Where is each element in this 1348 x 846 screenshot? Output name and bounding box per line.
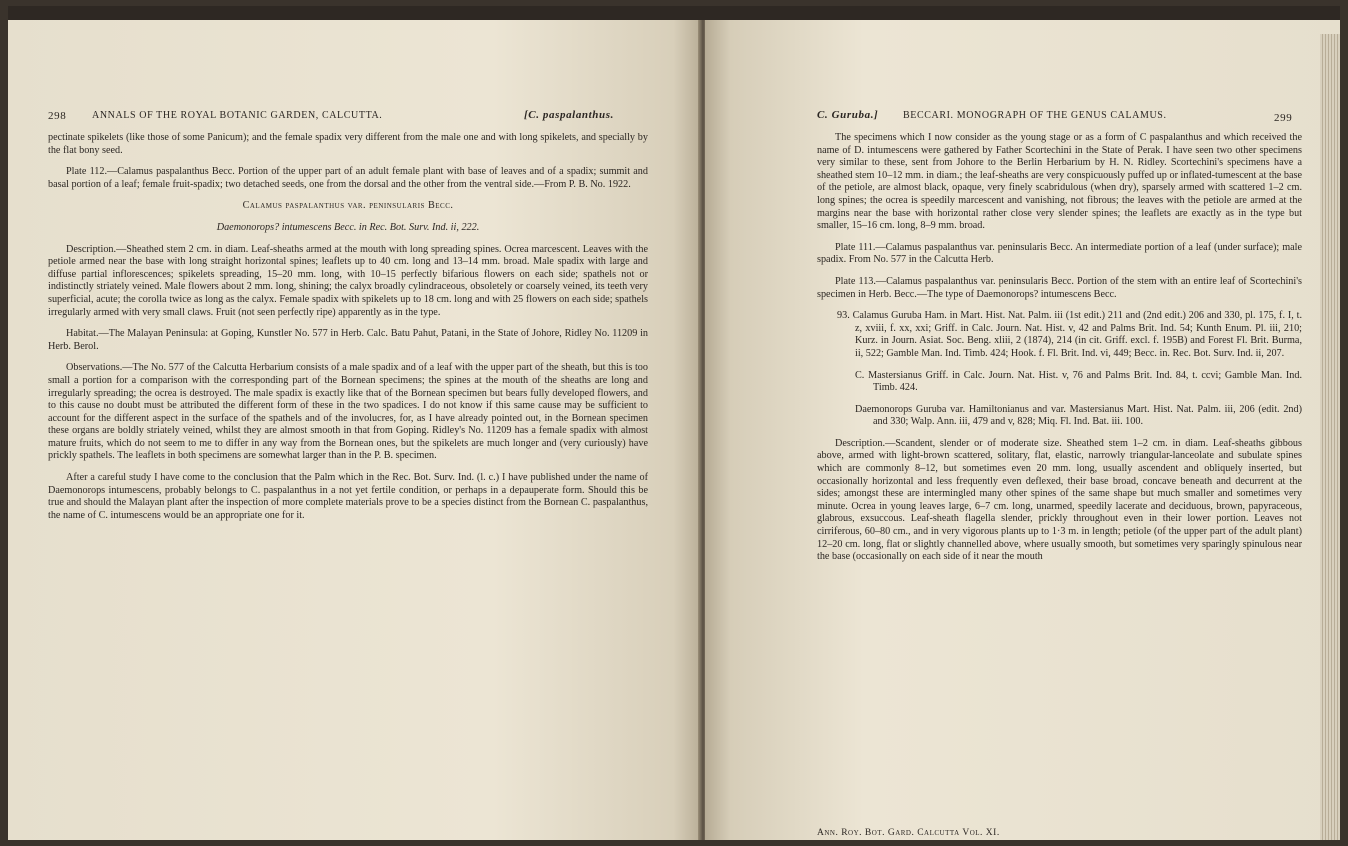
observations-paragraph: Observations.—The No. 577 of the Calcutta Herbarium consists of a male spadix and of a leaf with the upper part of the sheath, but this is too small a portion for a comparison with the corresponding part of the Bornean specimens; the spines at the mouth of the sheaths are long and irregularly spreading; the ocrea is destroyed. The male spadix is exactly like that of the Bornean specimen but bears fully developed flowers, and to this cause no doubt must be attributed the different form of these in the two spadices. I do not know if this same cause may be sufficient to account for the different aspect in the surface of the spathels and of the involucres, for, as I have already pointed out, in the Bornean specimen these organs are boldly striately veined, whilst they are almost smooth in that from Goping. Ridley's No. 11209 has a female spadix with almost mature fruits, which do not seem to me to differ in any way from the Bornean ones, but the spikelets are much longer and (very curiously) have prickly spathels. The leaflets in both specimens are somewhat larger than in the P. B. specimen. [48, 362, 648, 462]
description-paragraph: Description.—Scandent, slender or of moderate size. Sheathed stem 1–2 cm. in diam. Leaf-sheaths gibbous above, armed with light-brown scattered, solitary, flat, elastic, narrowly triangular-lanceolate and subulate spines which are commonly 8–12, but sometimes even 20 mm. long, usually ascendent and obliquely inserted, but occasionally horizontal and less frequently even deflexed, their base broad, concave beneath and decurrent at the sides; amongst these are intermingled many other spines of the same shape but much smaller and sometimes very minute. Ocrea in young leaves large, 6–7 cm. long, unarmed, speedily lacerate and deciduous, brown, papyraceous, glabrous, exsuccous. Leaf-sheath flagella slender, prickly throughout even in their lower portion. Leaves not cirriferous, 60–80 cm., and in very vigorous plants up to 1·3 m. in length; petiole (of the upper part of the adult plant) 12–20 cm. long, flat or slightly channelled above, where usually smooth, but sometimes very sparingly spinulous near the base (occasionally on each side of it near the mouth [817, 437, 1302, 563]
synonym-citation: Daemonorops? intumescens Becc. in Rec. Bot. Surv. Ind. ii, 222. [216, 221, 480, 233]
plate-caption: Plate 113.—Calamus paspalanthus var. peninsularis Becc. Portion of the stem with an entire leaf of Scortechini's specimen in Herb. Becc.—The type of Daemonorops? intumescens Becc. [817, 275, 1302, 300]
species-entry: 93. Calamus Guruba Ham. in Mart. Hist. Nat. Palm. iii (1st edit.) 211 and (2nd edit.) 206 and 330, pl. 175, f. I, t. z, xviii, f. xx, xxi; Griff. in Calc. Journ. Nat. Hist. v, 42 and Palms Brit. Ind. 54; Kunth Enum. Pl. iii, 210; Kurz. in Journ. Asiat. Soc. Beng. xliii, 2 (1874), 214 (in cit. Griff. excl. f. 195B) and Forest Fl. Brit. Burma, ii, 522; Gamble Man. Ind. Timb. 424; Hook. f. Fl. Brit. Ind. vi, 449; Becc. in. Rec. Bot. Surv. Ind. ii, 207. [837, 310, 1302, 359]
description-paragraph: Description.—Sheathed stem 2 cm. in diam. Leaf-sheaths armed at the mouth with long spreading spines. Ocrea marcescent. Leaves with the petiole armed near the base with long straight horizontal spines; leaflets up to 40 cm. long and 13–14 mm. broad. Male spadix with large and diffuse partial inflorescences; spikelets spreading, 15–20 mm. long, with 10–15 perfectly bifarious flowers on each side; spathels not or indistinctly striately veined. Male flowers about 2 mm. long, shining; the calyx broadly cylindraceous, obsoletely or coarsely veined, its teeth very superficial, acute; the corolla twice as long as the calyx. Female spadix with spikelets up to 18 cm. long and with 25 flowers on each side; spathels irregularly armed with very small claws. Fruit (not seen perfectly ripe) apparently as in the type. [48, 243, 648, 318]
paragraph: pectinate spikelets (like those of some Panicum); and the female spadix very different from the male one and with long spikelets, and specially by the flat bony seed. [48, 132, 648, 156]
section-heading: Calamus paspalanthus var. peninsularis Becc. [242, 200, 454, 212]
plate-caption: Plate 111.—Calamus paspalanthus var. peninsularis Becc. An intermediate portion of a leaf (under surface); male spadix. From No. 577 in the Calcutta Herb. [817, 241, 1302, 266]
synonym-entry: Daemonorops Guruba var. Hamiltonianus and var. Mastersianus Mart. Hist. Nat. Palm. iii, 206 (edit. 2nd) and 330; Walp. Ann. iii, 479 and v, 828; Miq. Fl. Ind. Bat. iii. 100. [855, 403, 1302, 428]
page-footer: Ann. Roy. Bot. Gard. Calcutta Vol. XI. [817, 828, 1000, 838]
right-page [705, 20, 1340, 840]
paragraph: The specimens which I now consider as the young stage or as a form of C paspalanthus and which received the name of D. intumescens were gathered by Father Scortechini in the State of Perak. I have seen two other specimens very similar to these, sent from Johore to the Berlin Herbarium by H. N. Ridley. Scortechini's specimens have a sheathed stem 10–12 mm. in diam.; the leaf-sheaths are very conspicuously puffed up or inflated-tumescent at the base of the petiole, are almost black, opaque, very finely scabridulous (when dry), sparsely armed with scattered 1–2 cm. long spines; the ocrea is speedily marcescent and vanishing, not fibrous; the leaves with the petiole are armed at the margins near the base with horizontal rather close very slender spines; the leaflets are exactly as in the type but smaller, 15–16 cm. long, 8–9 mm. broad. [817, 132, 1302, 232]
left-running-head: ANNALS OF THE ROYAL BOTANIC GARDEN, CALCUTTA. [92, 110, 383, 121]
plate-caption: Plate 112.—Calamus paspalanthus Becc. Portion of the upper part of an adult female plant with base of leaves and of a spadix; summit and basal portion of a leaf; female fruit-spadix; two detached seeds, one from the dorsal and the other from the ventral side.—From P. B. No. 1922. [48, 166, 648, 190]
conclusion-paragraph: After a careful study I have come to the conclusion that the Palm which in the Rec. Bot. Surv. Ind. (l. c.) I have published under the name of Daemonorops intumescens, probably belongs to C. paspalanthus in a not yet fertile condition, or perhaps in a depauperate form. Should this be true and should the Malayan plant after the inspection of more complete materials prove to be a species distinct from the Bornean C. paspalanthus, the name of C. intumescens would be an appropriate one for it. [48, 472, 648, 521]
habitat-paragraph: Habitat.—The Malayan Peninsula: at Goping, Kunstler No. 577 in Herb. Calc. Batu Pahut, Patani, in the State of Johore, Ridley No. 11209 in Herb. Berol. [48, 328, 648, 352]
left-running-species: [C. paspalanthus. [524, 109, 614, 121]
left-page-body [48, 132, 648, 531]
left-page [8, 20, 701, 840]
left-page-number: 298 [48, 110, 67, 122]
synonym-entry: C. Mastersianus Griff. in Calc. Journ. Nat. Hist. v, 76 and Palms Brit. Ind. 84, t. ccvi; Gamble Man. Ind. Timb. 424. [855, 369, 1302, 394]
right-running-species: C. Guruba.] [817, 109, 879, 121]
page-edge-stack [1320, 34, 1340, 840]
right-page-body [817, 132, 1302, 573]
book-spread [8, 6, 1340, 840]
right-page-number: 299 [1274, 112, 1293, 124]
right-running-head: BECCARI. MONOGRAPH OF THE GENUS CALAMUS. [903, 110, 1167, 121]
